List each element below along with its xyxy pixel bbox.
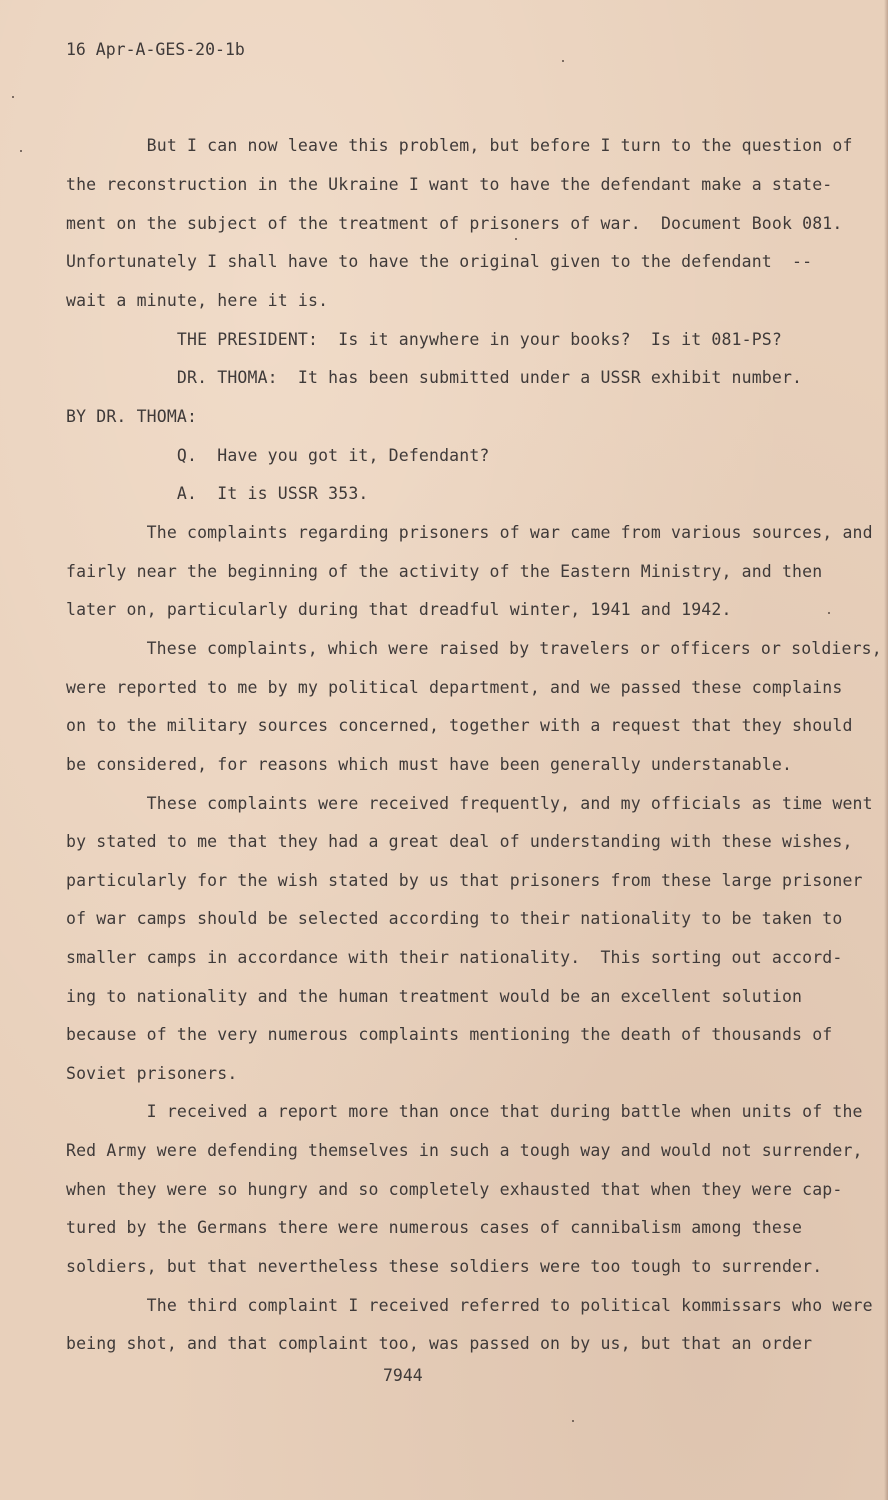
document-reference-header: 16 Apr-A-GES-20-1b (66, 40, 245, 59)
text-line: being shot, and that complaint too, was passed on by us, but that an order (66, 1334, 813, 1353)
text-line: fairly near the beginning of the activity of the Eastern Ministry, and then (66, 562, 823, 581)
paper-speck (828, 612, 830, 614)
text-line: Soviet prisoners. (66, 1064, 238, 1083)
paper-speck (572, 1420, 574, 1422)
text-line: DR. THOMA: It has been submitted under a USSR exhibit number. (66, 368, 803, 387)
paper-speck (562, 60, 564, 62)
paper-speck (12, 96, 14, 98)
text-line: Q. Have you got it, Defendant? (66, 446, 490, 465)
text-line: be considered, for reasons which must have been generally understanable. (66, 755, 793, 774)
text-line: Red Army were defending themselves in such a tough way and would not surrender, (66, 1141, 863, 1160)
text-line: smaller camps in accordance with their nationality. This sorting out accord- (66, 948, 843, 967)
text-line: tured by the Germans there were numerous cases of cannibalism among these (66, 1218, 803, 1237)
page-number: 7944 (383, 1366, 423, 1385)
text-line: The third complaint I received referred to political kommissars who were (66, 1296, 873, 1315)
text-line: by stated to me that they had a great deal of understanding with these wishes, (66, 832, 853, 851)
text-line: ing to nationality and the human treatment would be an excellent solution (66, 987, 803, 1006)
text-line: The complaints regarding prisoners of war came from various sources, and (66, 523, 873, 542)
text-line: the reconstruction in the Ukraine I want to have the defendant make a state- (66, 175, 833, 194)
text-line: Unfortunately I shall have to have the original given to the defendant -- (66, 252, 813, 271)
page-edge-shadow (884, 0, 888, 1500)
text-line: soldiers, but that nevertheless these soldiers were too tough to surrender. (66, 1257, 823, 1276)
paper-speck (515, 238, 517, 240)
text-line: particularly for the wish stated by us that prisoners from these large prisoner (66, 871, 863, 890)
text-line: because of the very numerous complaints mentioning the death of thousands of (66, 1025, 833, 1044)
text-line: These complaints were received frequently, and my officials as time went (66, 794, 873, 813)
text-line: I received a report more than once that during battle when units of the (66, 1102, 863, 1121)
text-line: But I can now leave this problem, but before I turn to the question of (66, 136, 853, 155)
text-line: were reported to me by my political department, and we passed these complains (66, 678, 843, 697)
text-line: These complaints, which were raised by travelers or officers or soldiers, (66, 639, 882, 658)
text-line: ment on the subject of the treatment of prisoners of war. Document Book 081. (66, 214, 843, 233)
text-line: wait a minute, here it is. (66, 291, 329, 310)
text-line: later on, particularly during that dreadful winter, 1941 and 1942. (66, 600, 732, 619)
text-line: THE PRESIDENT: Is it anywhere in your books? Is it 081-PS? (66, 330, 782, 349)
text-line: BY DR. THOMA: (66, 407, 198, 426)
text-line: A. It is USSR 353. (66, 484, 369, 503)
text-line: on to the military sources concerned, together with a request that they should (66, 716, 853, 735)
paper-speck (20, 150, 22, 152)
text-line: of war camps should be selected according to their nationality to be taken to (66, 909, 843, 928)
text-line: when they were so hungry and so completely exhausted that when they were cap- (66, 1180, 843, 1199)
